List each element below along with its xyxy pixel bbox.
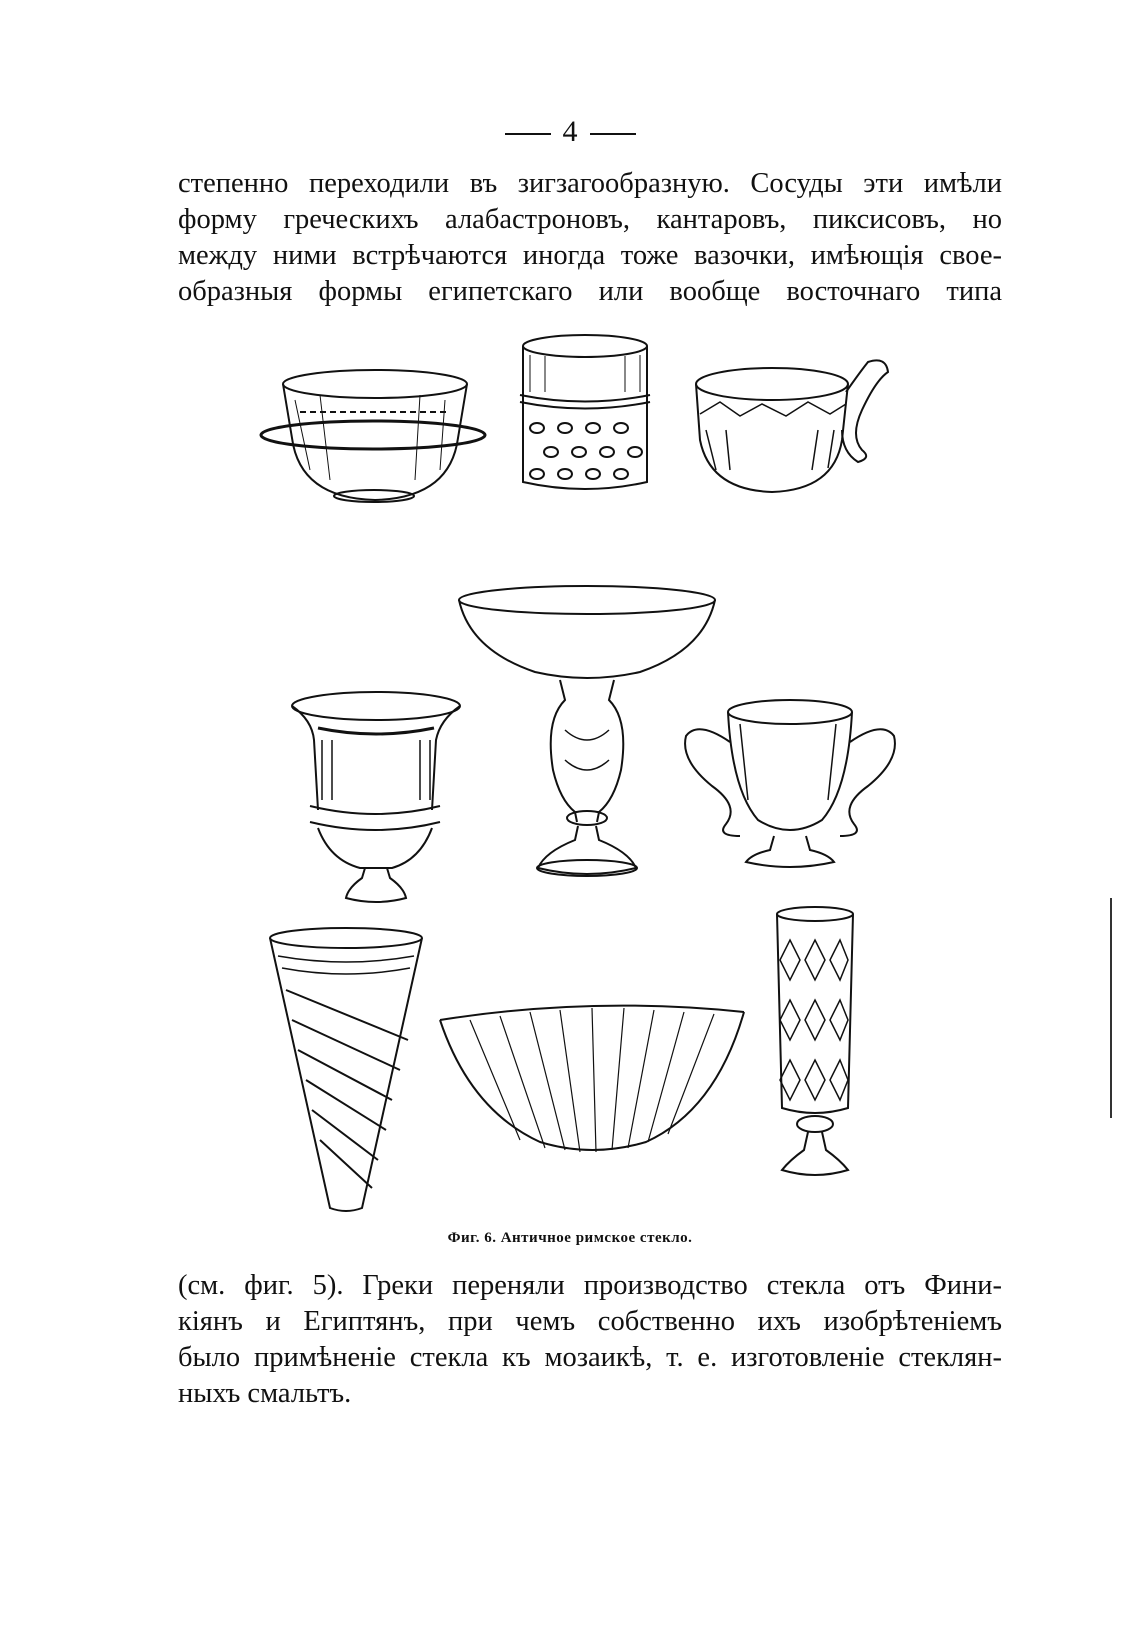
- tall-goblet-drawing: [459, 586, 715, 876]
- tall-flute-drawing: [777, 907, 853, 1175]
- ribbed-cone-beaker-drawing: [270, 928, 422, 1211]
- fluted-bowl-drawing: [440, 1006, 744, 1152]
- page-number: 4: [562, 115, 578, 148]
- text-line: кіянъ и Египтянъ, при чемъ собственно ихъ изобрѣтеніемъ: [178, 1306, 1002, 1337]
- text-line: ныхъ смальтъ.: [178, 1378, 352, 1409]
- text-line: степенно переходили въ зигзагообразную. Сосуды эти имѣли: [178, 168, 1002, 199]
- paragraph-bottom: [178, 1268, 1002, 1412]
- scan-edge-mark: [1110, 898, 1112, 1118]
- paragraph-top: [178, 166, 1002, 310]
- text-line: (см. фиг. 5). Греки переняли производство стекла отъ Фини-: [178, 1270, 1002, 1301]
- page-number-header: [0, 112, 1140, 152]
- header-rule-left: [505, 133, 551, 135]
- text-line: образныя формы египетскаго или вообще восточнаго типа: [178, 276, 1002, 307]
- bowl-with-ring-drawing: [261, 370, 485, 502]
- two-handled-cup-drawing: [685, 700, 895, 867]
- footed-beaker-drawing: [292, 692, 460, 902]
- figure-caption: Фиг. 6. Античное римское стекло.: [447, 1230, 693, 1246]
- handled-cup-drawing: [696, 360, 888, 492]
- text-line: было примѣненіе стекла къ мозаикѣ, т. е. изготовленіе стеклян-: [178, 1342, 1002, 1373]
- studded-beaker-drawing: [520, 335, 650, 489]
- text-line: форму греческихъ алабастроновъ, кантаровъ, пиксисовъ, но: [178, 204, 1002, 235]
- header-rule-right: [590, 133, 636, 135]
- text-line: между ними встрѣчаются иногда тоже вазочки, имѣющія свое-: [178, 240, 1002, 271]
